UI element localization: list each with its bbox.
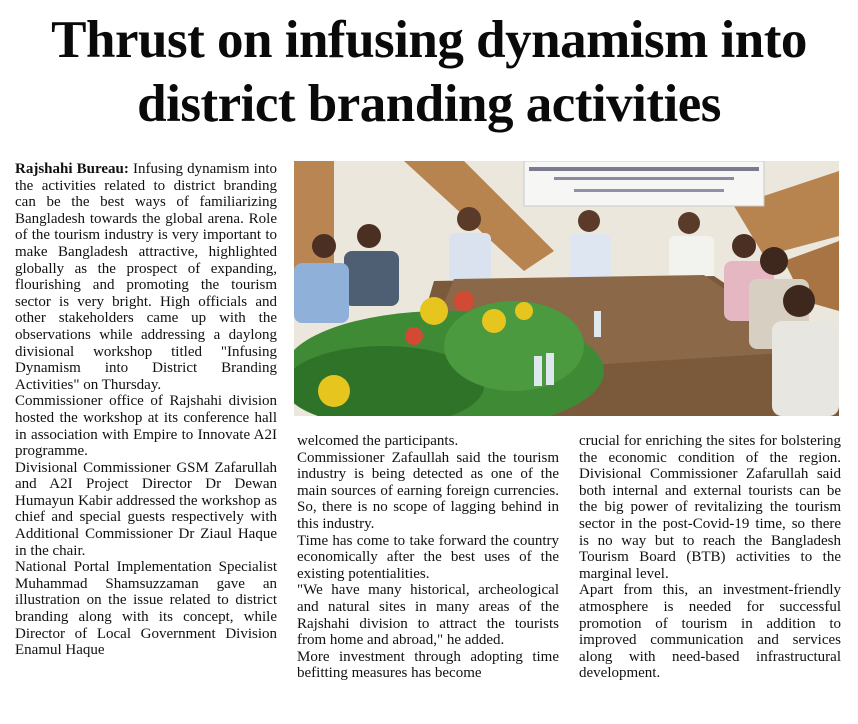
article-paragraph-continued: crucial for enriching the sites for bolstering the economic condition of the region. Divisional Commissioner Zafarullah said both internal and external tourists can be the big power of revitalizing the tourism sector in the post-Covid-19 time, so there is no way but to reach the Bangladesh Tourism Board (BTB) activities to the marginal level. bbox=[579, 433, 841, 582]
article-paragraph: Commissioner Zafaullah said the tourism industry is being detected as one of the main sources of earning foreign currencies. So, there is no scope of lagging behind in this industry. bbox=[297, 449, 559, 532]
article-paragraph: "We have many historical, archeological and natural sites in many areas of the Rajshahi division to attract the tourists from home and abroad," he added. bbox=[297, 582, 559, 649]
article-paragraph: Divisional Commissioner GSM Zafarullah and A2I Project Director Dr Dewan Humayun Kabir addressed the workshop as chief and special guests respectively with Additional Commissioner Dr Ziaul Haque in the chair. bbox=[15, 459, 277, 559]
workshop-photo bbox=[294, 161, 839, 416]
article-paragraph: National Portal Implementation Specialist Muhammad Shamsuzzaman gave an illustration on the issue related to district branding along with its concept, while Director of Local Government Division Enamul Haque bbox=[15, 559, 277, 659]
byline: Rajshahi Bureau: bbox=[15, 161, 129, 177]
workshop-photo-icon bbox=[294, 161, 839, 416]
article-column-3 bbox=[579, 433, 841, 682]
article-paragraph: Apart from this, an investment-friendly atmosphere is needed for successful promotion of tourism in addition to improved communication and services along with need-based infrastructural development. bbox=[579, 582, 841, 682]
headline-line-1: Thrust on infusing dynamism into bbox=[51, 11, 807, 69]
article-paragraph-continued: welcomed the participants. bbox=[297, 433, 459, 449]
article-column-1 bbox=[15, 161, 277, 659]
article-paragraph: Commissioner office of Rajshahi division hosted the workshop at its conference hall in association with Empire to Innovate A2I programme. bbox=[15, 393, 277, 460]
article-column-2 bbox=[297, 433, 559, 682]
article-paragraph: Time has come to take forward the country economically after the best uses of the existing potentialities. bbox=[297, 532, 559, 582]
article-lead-paragraph bbox=[15, 161, 277, 393]
headline bbox=[0, 8, 858, 136]
article-paragraph: More investment through adopting time befitting measures has become bbox=[297, 648, 559, 682]
headline-line-2: district branding activities bbox=[137, 75, 721, 133]
lead-text: Infusing dynamism into the activities related to district branding can be the best ways of familiarizing Bangladesh towards the global arena. Role of the tourism industry is very important to make Bangladesh attractive, highlighted globally as the prospect of expanding, flourishing and promoting the tourism sector is very bright. High officials and other stakeholders came up with the observations while addressing a daylong divisional workshop titled "Infusing Dynamism into District Branding Activities" on Thursday. bbox=[15, 161, 278, 393]
